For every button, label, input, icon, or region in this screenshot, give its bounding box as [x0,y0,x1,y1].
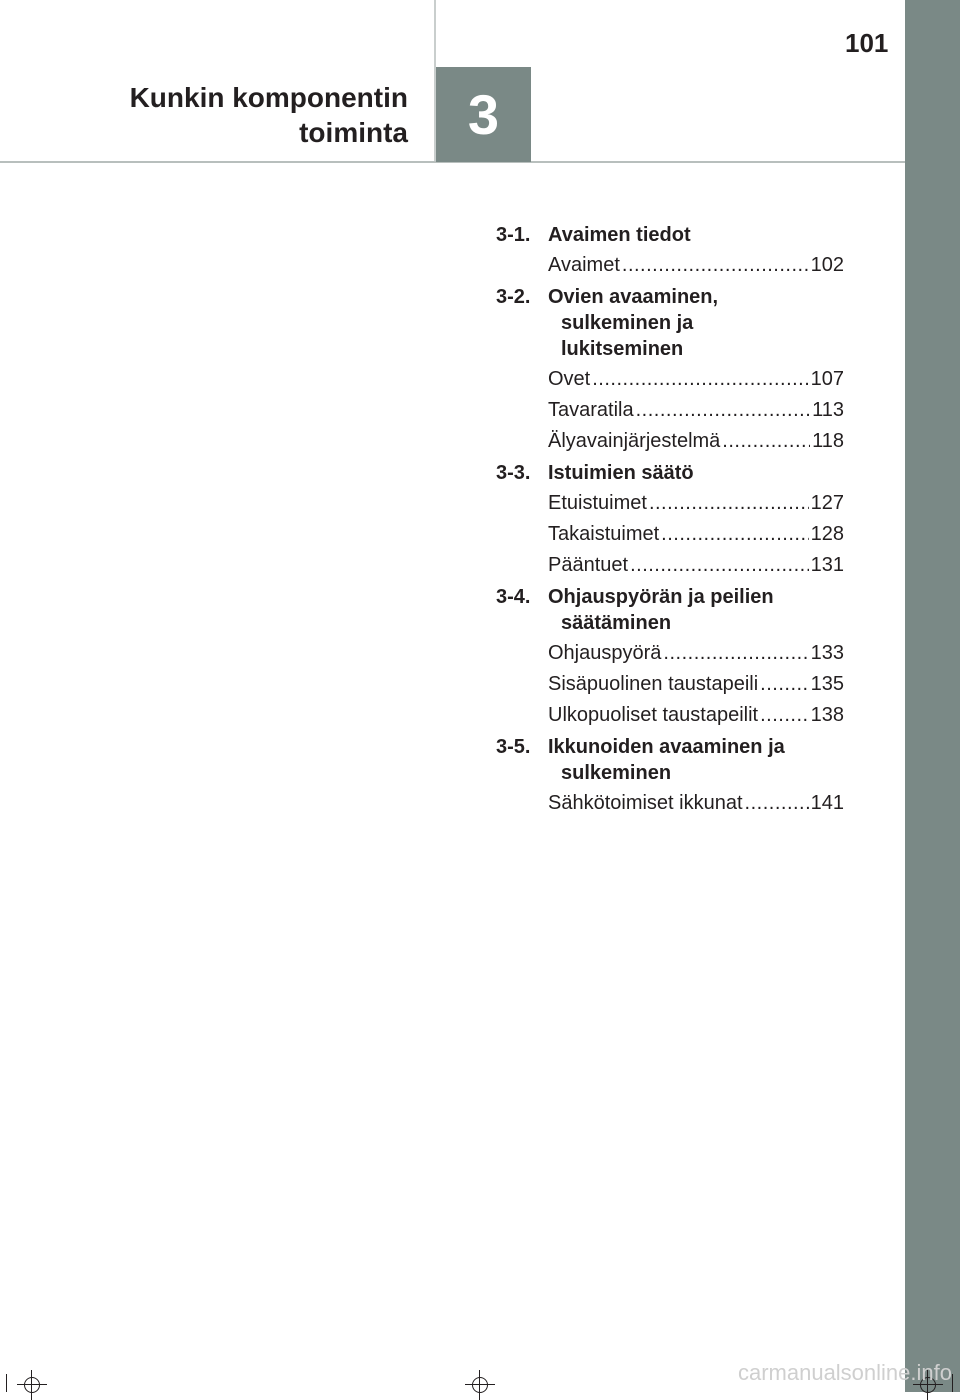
toc-entry-leader [636,397,811,423]
toc-section-title-line: Istuimien säätö [548,462,694,484]
watermark: carmanualsonline.info [737,1360,952,1385]
toc-entry-page: 128 [810,523,844,545]
toc-entry-leader [760,702,809,728]
toc-entry[interactable] [548,640,844,666]
toc-section-number: 3-4. [496,586,531,608]
toc-section-title [548,222,844,248]
toc-entry-page: 127 [810,492,844,514]
crop-tick [6,1374,7,1392]
page-number: 101 [845,28,889,58]
toc-section-title-line: Ovien avaaminen, [548,286,719,308]
toc-section-number: 3-5. [496,736,531,758]
toc-entry-label: Sisäpuolinen taustapeili [548,673,759,695]
toc-section-number: 3-1. [496,224,531,246]
toc-section-heading [496,222,844,248]
toc-entry-page: 133 [810,642,844,664]
toc-entry-leader [649,490,809,516]
toc-section-title-line: Ohjauspyörän ja peilien [548,586,774,608]
toc-entry[interactable] [548,552,844,578]
toc-entry-label: Ovet [548,368,591,390]
toc-section-heading [496,460,844,486]
toc-entry-page: 138 [810,704,844,726]
toc-section-title-line: Avaimen tiedot [548,224,691,246]
toc-section-heading [496,584,844,636]
chapter-side-tab [905,0,960,1392]
toc-section-number: 3-2. [496,286,531,308]
toc-entry-leader [722,428,810,454]
toc-section [496,222,844,278]
toc-entry-page: 118 [812,430,844,452]
toc-entry-label: Älyavainjärjestelmä [548,430,721,452]
toc-entry-page: 113 [812,399,844,421]
toc-section-heading [496,734,844,786]
chapter-number: 3 [467,83,500,146]
chapter-number-box [436,67,531,162]
toc-entry-label: Sähkötoimiset ikkunat [548,792,743,814]
toc-section-number: 3-3. [496,462,531,484]
toc-section-title-line: sulkeminen ja [561,312,694,334]
toc-section-title [548,734,844,786]
toc-section-title [548,584,844,636]
toc-section-heading [496,284,844,362]
toc-entry-leader [663,640,808,666]
toc-entry-page: 135 [810,673,844,695]
toc-entry[interactable] [548,252,844,278]
toc-entry-page: 107 [810,368,844,390]
toc-entry-label: Etuistuimet [548,492,647,514]
toc-entry[interactable] [548,702,844,728]
toc-section-title [548,460,844,486]
toc-section-title-line: lukitseminen [561,338,684,360]
toc-section [496,734,844,816]
toc-entry-leader [630,552,809,578]
toc-entry-label: Avaimet [548,254,620,276]
toc-entry[interactable] [548,397,844,423]
toc-section-title-line: Ikkunoiden avaaminen ja [548,736,785,758]
toc-entry-leader [592,366,808,392]
toc-entry-leader [661,521,808,547]
crop-tick [952,1374,953,1392]
chapter-title-line-2: toiminta [299,117,408,148]
crop-mark-icon [465,1370,495,1400]
toc-section-title [548,284,844,362]
toc-entry-page: 141 [810,792,844,814]
crop-mark-icon [17,1370,47,1400]
toc-entry-leader [760,671,808,697]
chapter-title [130,80,408,150]
toc-entry[interactable] [548,790,844,816]
chapter-title-line-1: Kunkin komponentin [129,82,408,113]
toc-section-title-line: säätäminen [561,612,672,634]
toc-section-title-line: sulkeminen [561,762,672,784]
toc-entry-label: Ulkopuoliset taustapeilit [548,704,759,726]
toc-entry-label: Tavaratila [548,399,634,421]
toc-entry-label: Pääntuet [548,554,629,576]
toc-entry[interactable] [548,428,844,454]
toc-section [496,284,844,454]
toc-entry-page: 131 [810,554,844,576]
table-of-contents [496,222,844,822]
toc-section [496,460,844,578]
toc-entry-leader [745,790,809,816]
toc-entry[interactable] [548,671,844,697]
toc-section [496,584,844,728]
toc-entry[interactable] [548,521,844,547]
toc-entry[interactable] [548,490,844,516]
toc-entry-label: Ohjauspyörä [548,642,662,664]
toc-entry-label: Takaistuimet [548,523,660,545]
toc-entry-leader [622,252,809,278]
toc-entry-page: 102 [810,254,844,276]
toc-entry[interactable] [548,366,844,392]
